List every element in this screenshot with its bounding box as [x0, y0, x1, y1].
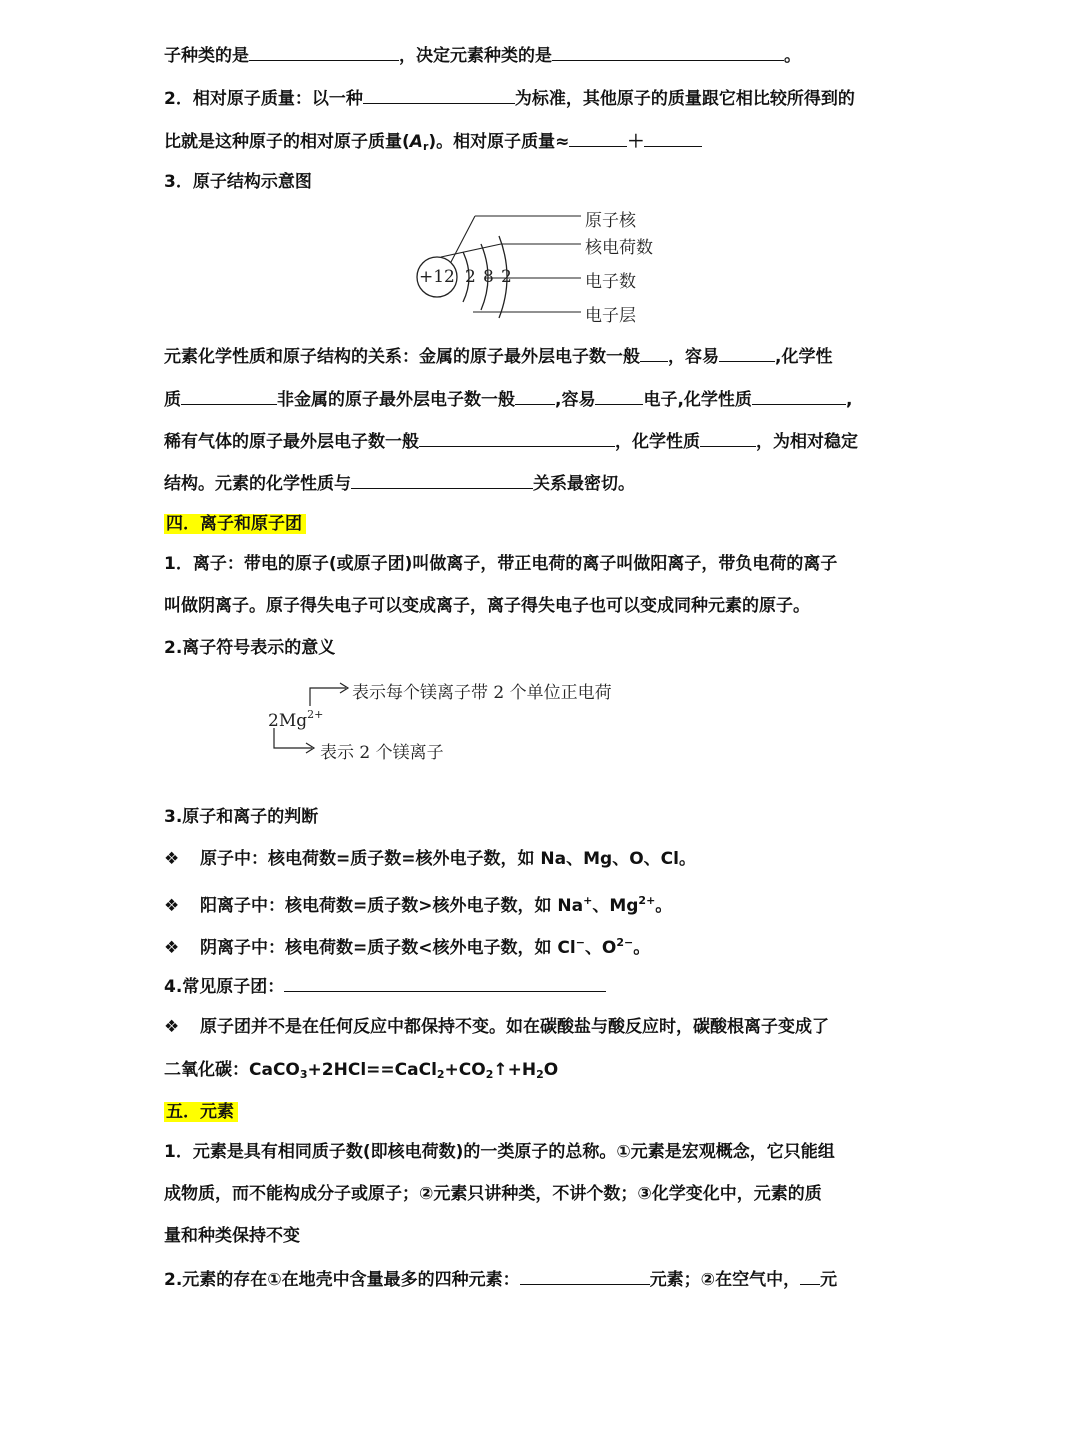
text: 。: [784, 46, 801, 66]
answer-blank[interactable]: [419, 428, 615, 447]
section-heading-elements: [164, 1100, 238, 1124]
text: 2: [485, 1068, 494, 1081]
text: 原子团并不是在任何反应中都保持不变。如在碳酸盐与酸反应时，碳酸根离子变成了: [200, 1017, 829, 1037]
text: 2: [536, 1068, 544, 1081]
ion-symbol-diagram: [266, 672, 666, 764]
text-line: 量和种类保持不变: [164, 1226, 300, 1246]
answer-blank[interactable]: [569, 128, 627, 147]
text: 元素；②在空气中，: [649, 1270, 801, 1290]
ion-charge: 2+: [307, 708, 324, 721]
text: ，决定元素种类的是: [399, 46, 552, 66]
text-line: [164, 973, 606, 999]
text: )。相对原子质量≈: [428, 132, 570, 152]
answer-blank[interactable]: [752, 386, 846, 405]
text-line: [164, 428, 858, 454]
diagram-label: 核电荷数: [585, 238, 653, 258]
highlighted-heading: 四．离子和原子团: [164, 514, 306, 534]
text: 比就是这种原子的相对原子质量(: [164, 132, 410, 152]
text: 二氧化碳：CaCO: [164, 1060, 300, 1080]
answer-blank[interactable]: [284, 973, 606, 992]
text: 关系最密切。: [533, 474, 635, 494]
diagram-label: 表示每个镁离子带 2 个单位正电荷: [352, 683, 612, 703]
text: 为标准，其他原子的质量跟它相比较所得到的: [514, 89, 855, 109]
answer-blank[interactable]: [644, 128, 702, 147]
ion-symbol-text: 2Mg: [268, 711, 308, 731]
nucleus-charge: +12: [419, 267, 455, 287]
text: 、O: [584, 938, 617, 958]
text-line: 3.原子和离子的判断: [164, 807, 319, 827]
text-line: [164, 470, 635, 496]
section-heading: 3．原子结构示意图: [164, 172, 312, 192]
text: ＋: [627, 132, 645, 152]
section-heading-ions: [164, 512, 306, 536]
text: 2.元素的存在①在地壳中含量最多的四种元素：: [164, 1270, 520, 1290]
shell-electron-count: 8: [483, 267, 494, 287]
text: ,化学性: [775, 347, 833, 367]
text: 稀有气体的原子最外层电子数一般: [164, 432, 419, 452]
text: 子种类的是: [164, 46, 249, 66]
text-line: [164, 128, 702, 159]
text: 结构。元素的化学性质与: [164, 474, 351, 494]
bullet-icon: ❖: [164, 849, 180, 869]
text: 4.常见原子团：: [164, 977, 285, 997]
text: ，为相对稳定: [756, 432, 858, 452]
text: A: [409, 132, 423, 152]
bullet-line: [164, 847, 696, 871]
text-line: 成物质，而不能构成分子或原子；②元素只讲种类，不讲个数；③化学变化中，元素的质: [164, 1184, 822, 1204]
answer-blank[interactable]: [351, 470, 533, 489]
text-line: 1．元素是具有相同质子数(即核电荷数)的一类原子的总称。①元素是宏观概念，它只能组: [164, 1142, 835, 1162]
bullet-icon: ❖: [164, 896, 180, 916]
shell-electron-count: 2: [501, 267, 512, 287]
text: 阳离子中：核电荷数=质子数>核外电子数，如 Na: [200, 896, 584, 916]
text: 。: [633, 938, 651, 958]
text: −: [575, 936, 585, 949]
diagram-label: 电子层: [585, 306, 636, 326]
text: 2+: [638, 894, 656, 907]
bullet-line: [164, 889, 672, 918]
text: ↑+H: [493, 1060, 537, 1080]
text: ,: [845, 390, 853, 410]
shell-electron-count: 2: [465, 267, 476, 287]
text: 。: [655, 896, 673, 916]
text-line: 1．离子：带电的原子(或原子团)叫做离子，带正电荷的离子叫做阳离子，带负电荷的离子: [164, 554, 838, 574]
ion-symbol: [268, 708, 323, 731]
text-line: [164, 386, 852, 412]
text: r: [422, 140, 429, 153]
answer-blank[interactable]: [640, 343, 668, 362]
text: 元: [820, 1270, 838, 1290]
bullet-icon: ❖: [164, 938, 180, 958]
text-line: [164, 42, 801, 68]
diagram-label: 表示 2 个镁离子: [320, 743, 444, 763]
answer-blank[interactable]: [800, 1266, 820, 1285]
text: 电子,化学性质: [643, 390, 752, 410]
atom-structure-drawing: [405, 200, 705, 330]
answer-blank[interactable]: [181, 386, 277, 405]
atom-structure-diagram: [405, 200, 705, 330]
text: 2．相对原子质量：以一种: [164, 89, 363, 109]
text: +: [583, 894, 593, 907]
text-line: 叫做阴离子。原子得失电子可以变成离子，离子得失电子也可以变成同种元素的原子。: [164, 596, 810, 616]
answer-blank[interactable]: [595, 386, 643, 405]
text: 阴离子中：核电荷数=质子数<核外电子数，如 Cl: [200, 938, 576, 958]
text: 质: [164, 390, 181, 410]
text: ,容易: [555, 390, 596, 410]
text: 元素化学性质和原子结构的关系：金属的原子最外层电子数一般: [164, 347, 640, 367]
diagram-label: 电子数: [585, 272, 636, 292]
text: 2: [436, 1068, 445, 1081]
text-line: [164, 1266, 837, 1292]
text: O: [543, 1060, 559, 1080]
diagram-label: 原子核: [585, 211, 636, 231]
equation-line: [164, 1058, 558, 1087]
answer-blank[interactable]: [552, 42, 784, 61]
text: 3: [299, 1068, 308, 1081]
text: +2HCl==CaCl: [307, 1060, 437, 1080]
text-line: [164, 343, 832, 369]
text: ，容易: [668, 347, 719, 367]
answer-blank[interactable]: [515, 386, 555, 405]
answer-blank[interactable]: [520, 1266, 650, 1285]
answer-blank[interactable]: [249, 42, 399, 61]
answer-blank[interactable]: [719, 343, 775, 362]
text: ，化学性质: [615, 432, 700, 452]
text: 原子中：核电荷数=质子数=核外电子数，如 Na、Mg、O、Cl。: [200, 849, 696, 869]
bullet-icon: ❖: [164, 1017, 180, 1037]
text: +CO: [444, 1060, 486, 1080]
text-line: 2.离子符号表示的意义: [164, 638, 336, 658]
text: 、Mg: [592, 896, 639, 916]
highlighted-heading: 五．元素: [164, 1102, 238, 1122]
bullet-line: [164, 931, 650, 960]
answer-blank[interactable]: [363, 85, 515, 104]
text: 非金属的原子最外层电子数一般: [277, 390, 515, 410]
text: 2−: [616, 936, 634, 949]
text-line: [164, 85, 855, 111]
answer-blank[interactable]: [700, 428, 756, 447]
bullet-line: [164, 1015, 829, 1039]
